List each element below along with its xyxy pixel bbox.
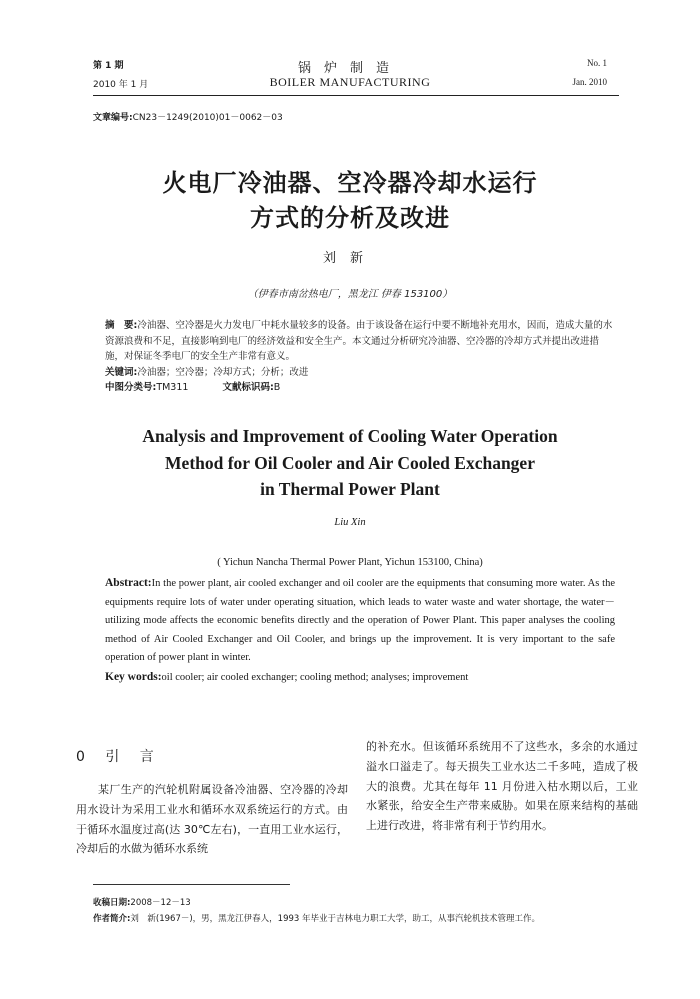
- title-en-line2: Method for Oil Cooler and Air Cooled Exchanger: [165, 453, 535, 473]
- keywords-cn: [105, 365, 615, 381]
- keywords-cn-label: 关键词:: [105, 366, 138, 378]
- abstract-en-text: In the power plant, air cooled exchanger and oil cooler are the equipments that consuming more water. As the equipments require lots of water under operating situation, which leads to water waste and water shortage, the water－utilizing mode affects the economic benefits directly and the operation of Power Plant. This paper analyses the cooling method of Air Cooled Exchanger and Oil Cooler, and brings up the improvement. It is very important to the safe operation of power plant in winter.: [105, 578, 615, 663]
- author-en: Liu Xin: [334, 517, 366, 528]
- affiliation-cn: （伊春市南岔热电厂，黑龙江 伊春 153100）: [247, 289, 453, 300]
- doc-code-value: B: [273, 382, 281, 393]
- author-bio: [93, 912, 540, 924]
- header-rule: [93, 95, 619, 96]
- section-heading-introduction: 0 引 言: [76, 749, 162, 765]
- title-cn-line1: 火电厂冷油器、空冷器冷却水运行: [162, 169, 538, 197]
- received-date-label: 收稿日期:: [93, 898, 131, 908]
- author-bio-label: 作者简介:: [93, 914, 131, 924]
- issue-date-en: Jan. 2010: [572, 77, 607, 87]
- classification-cn: [105, 380, 615, 396]
- title-en-line1: Analysis and Improvement of Cooling Water Operation: [142, 426, 558, 446]
- received-date: [93, 896, 191, 908]
- abstract-cn-paragraph: [105, 318, 615, 365]
- abstract-cn-label: 摘 要:: [105, 320, 138, 331]
- clc-label: 中图分类号:: [105, 382, 157, 393]
- keywords-en-text: oil cooler; air cooled exchanger; cooling method; analyses; improvement: [161, 671, 469, 683]
- keywords-en: [105, 668, 615, 688]
- body-paragraph-right: 的补充水。但该循环系统用不了这些水，多余的水通过溢水口溢走了。每天损失工业水达二千多吨，造成了极大的浪费。尤其在每年 11 月份进入枯水期以后，工业水紧张，给安全生产带来威胁。如果在原来结构的基础上进行改进，将非常有利于节约用水。: [366, 740, 638, 833]
- journal-name-en: BOILER MANUFACTURING: [269, 75, 431, 89]
- abstract-en-paragraph: [105, 574, 615, 668]
- footnote-rule: [93, 884, 290, 885]
- issue-number-en: No. 1: [587, 58, 607, 68]
- clc-value: TM311: [156, 382, 189, 393]
- article-number-label: 文章编号:: [93, 113, 133, 123]
- issue-number-cn: 第 1 期: [93, 61, 124, 71]
- doc-code-label: 文献标识码:: [222, 382, 274, 393]
- journal-name-cn: 锅炉制造: [297, 61, 402, 76]
- abstract-en: [105, 574, 615, 687]
- article-number: [93, 110, 283, 123]
- keywords-cn-text: 冷油器；空冷器；冷却方式；分析；改进: [137, 366, 309, 378]
- title-cn-line2: 方式的分析及改进: [250, 204, 450, 232]
- abstract-cn-text: 冷油器、空冷器是火力发电厂中耗水量较多的设备。由于该设备在运行中要不断地补充用水，因而，造成大量的水资源浪费和不足，直接影响到电厂的经济效益和安全生产。本文通过分析研究冷油器、空冷器的冷却方式并提出改进措施，对保证冬季电厂的安全生产非常有意义。: [105, 320, 613, 362]
- abstract-cn: [105, 318, 615, 396]
- body-column-left: [76, 736, 348, 859]
- affiliation-en: ( Yichun Nancha Thermal Power Plant, Yichun 153100, China): [217, 557, 483, 568]
- body-paragraph-left: 某厂生产的汽轮机附属设备冷油器、空冷器的冷却用水设计为采用工业水和循环水双系统运行的方式。由于循环水温度过高(达 30℃左右)，一直用工业水运行，冷却后的水做为循环水系统: [76, 783, 348, 856]
- abstract-en-label: Abstract:: [105, 577, 152, 589]
- author-cn: 刘新: [322, 251, 377, 266]
- issue-date-cn: 2010 年 1 月: [93, 80, 149, 90]
- keywords-en-label: Key words:: [105, 670, 162, 683]
- title-en-line3: in Thermal Power Plant: [260, 479, 440, 499]
- received-date-value: 2008－12－13: [130, 898, 191, 908]
- author-bio-text: 刘 新(1967－)，男，黑龙江伊春人，1993 年毕业于吉林电力职工大学，助工，从事汽轮机技术管理工作。: [130, 914, 541, 924]
- body-column-right: [366, 737, 638, 836]
- article-number-value: CN23－1249(2010)01－0062－03: [132, 113, 283, 123]
